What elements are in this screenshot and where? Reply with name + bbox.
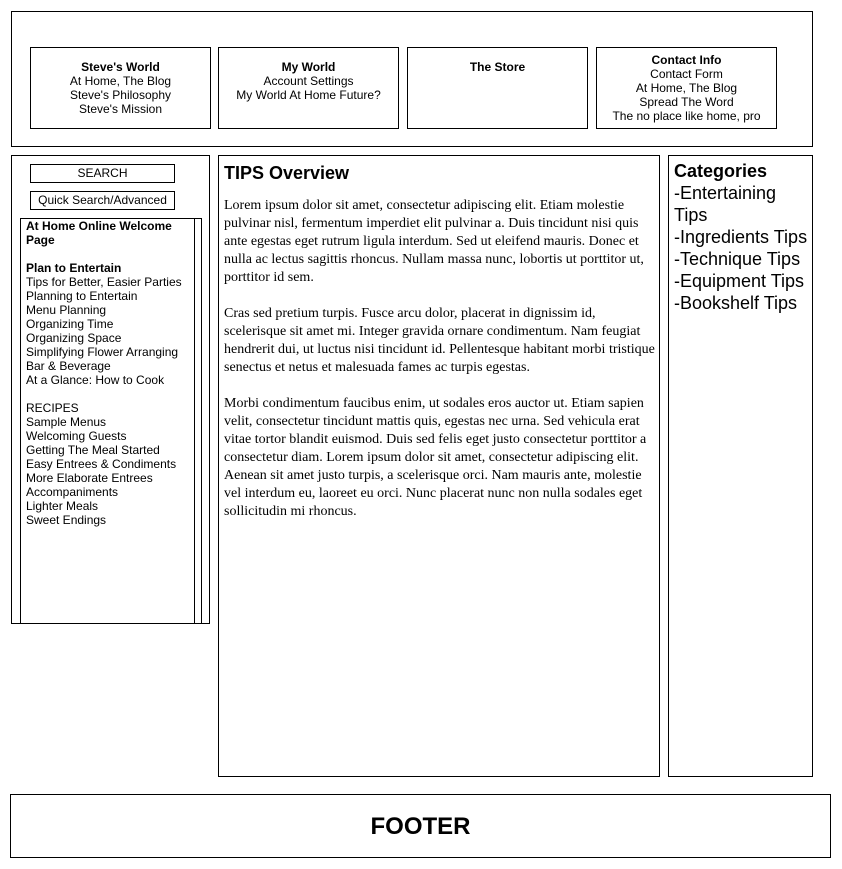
nav-box-steves-world — [30, 47, 211, 129]
sidebar-item[interactable]: Organizing Time — [26, 317, 114, 331]
category-link-bookshelf[interactable]: -Bookshelf Tips — [674, 293, 798, 313]
footer — [10, 794, 831, 858]
nav-title-contact[interactable]: Contact Info — [651, 53, 722, 67]
categories-panel — [668, 155, 813, 777]
nav-title-my-world[interactable]: My World — [281, 60, 336, 74]
sidebar-nav-list — [20, 218, 202, 624]
nav-link-no-place[interactable]: The no place like home, pro — [612, 109, 761, 123]
nav-title-store[interactable]: The Store — [469, 60, 526, 74]
categories-title: Categories — [674, 161, 768, 181]
sidebar-item[interactable]: Sample Menus — [26, 415, 107, 429]
nav-link-future[interactable]: My World At Home Future? — [236, 88, 381, 102]
main-content — [218, 155, 660, 777]
page-title: TIPS Overview — [224, 163, 350, 183]
sidebar-item[interactable]: Simplifying Flower Arranging — [26, 345, 179, 359]
nav-link-contact-blog[interactable]: At Home, The Blog — [635, 81, 738, 95]
sidebar-scroll-rule — [194, 218, 202, 624]
sidebar-item[interactable]: Menu Planning — [26, 303, 107, 317]
sidebar-item[interactable]: Organizing Space — [26, 331, 122, 345]
body-paragraph: Cras sed pretium turpis. Fusce arcu dolor, placerat in dignissim id, scelerisque sit amet mi. Integer gravida ornare condimentum. Nam feugiat hendrerit dui, ut luctus nisi tincidunt id. Pellentesque habitant morbi tristique senectus et netus et malesuada fames ac turpis egestas. — [224, 306, 655, 375]
sidebar-item[interactable]: Lighter Meals — [26, 499, 99, 513]
header — [11, 11, 813, 147]
sidebar-item[interactable]: Bar & Beverage — [26, 359, 111, 373]
search-button[interactable]: SEARCH — [30, 164, 175, 183]
category-link-entertaining[interactable]: -Entertaining Tips — [674, 183, 777, 225]
sidebar-section-title: RECIPES — [26, 401, 79, 415]
sidebar-item[interactable]: Accompaniments — [26, 485, 119, 499]
sidebar-item[interactable]: More Elaborate Entrees — [26, 471, 153, 485]
nav-link-blog[interactable]: At Home, The Blog — [69, 74, 172, 88]
nav-link-account-settings[interactable]: Account Settings — [263, 74, 354, 88]
nav-box-my-world — [218, 47, 399, 129]
nav-box-contact — [596, 47, 777, 129]
sidebar-section-title: Plan to Entertain — [26, 261, 122, 275]
sidebar-item[interactable]: Welcoming Guests — [26, 429, 127, 443]
sidebar-item[interactable]: At a Glance: How to Cook — [26, 373, 165, 387]
sidebar-item[interactable]: Tips for Better, Easier Parties — [26, 275, 182, 289]
body-paragraph: Lorem ipsum dolor sit amet, consectetur adipiscing elit. Etiam molestie pulvinar nisl, fermentum imperdiet elit pulvinar a. Duis tincidunt nisi quis ante egestas eget rutrum ligula interdum. Sed ut eleifend mauris. Donec et nulla ac lectus sagittis rhoncus. Nullam massa nunc, lobortis ut porttitor ut, porttitor id sem. — [224, 198, 644, 285]
sidebar-item[interactable]: Easy Entrees & Condiments — [26, 457, 177, 471]
nav-box-store — [407, 47, 588, 129]
category-link-ingredients[interactable]: -Ingredients Tips — [674, 227, 808, 247]
category-link-equipment[interactable]: -Equipment Tips — [674, 271, 805, 291]
sidebar-item[interactable]: Getting The Meal Started — [26, 443, 160, 457]
footer-label: FOOTER — [370, 813, 471, 840]
sidebar-item[interactable]: Sweet Endings — [26, 513, 107, 527]
advanced-search-button[interactable]: Quick Search/Advanced — [30, 191, 175, 210]
nav-link-philosophy[interactable]: Steve's Philosophy — [69, 88, 171, 102]
nav-link-spread-word[interactable]: Spread The Word — [639, 95, 734, 109]
sidebar-welcome-link[interactable]: At Home Online Welcome Page — [26, 219, 172, 247]
nav-link-mission[interactable]: Steve's Mission — [79, 102, 162, 116]
category-link-technique[interactable]: -Technique Tips — [674, 249, 801, 269]
nav-title-steves-world[interactable]: Steve's World — [81, 60, 160, 74]
nav-link-contact-form[interactable]: Contact Form — [650, 67, 723, 81]
left-sidebar — [11, 155, 210, 624]
sidebar-item[interactable]: Planning to Entertain — [26, 289, 138, 303]
body-paragraph: Morbi condimentum faucibus enim, ut sodales eros auctor ut. Etiam sapien velit, consectetur tincidunt mattis quis, egestas nec urna. Sed vehicula erat vitae tortor blandit euismod. Duis sed felis eget justo consectetur porttitor a consectetur diam. Lorem ipsum dolor sit amet, consectetur adipiscing elit. Aenean sit amet justo turpis, a scelerisque orci. Nam mauris ante, molestie vel interdum eu, laoreet eu orci. Nunc placerat nunc non nulla sodales eget sollicitudin mi rhoncus. — [224, 396, 647, 519]
